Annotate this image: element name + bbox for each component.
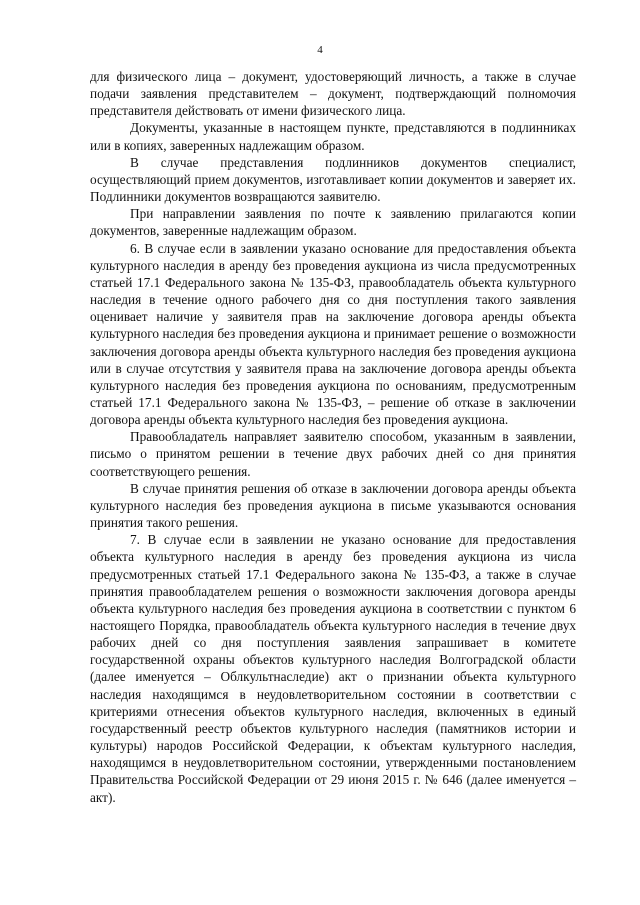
paragraph-notification: Правообладатель направляет заявителю способом, указанным в заявлении, письмо о принятом решении в течение двух рабочих дней со дня принятия соответствующего решения. [90,429,576,479]
page-number: 4 [317,44,323,56]
paragraph-refusal-grounds: В случае принятия решения об отказе в заключении договора аренды объекта культурного наследия без проведения аукциона в письме указываются основания принятия такого решения. [90,480,576,531]
paragraph-item-6: 6. В случае если в заявлении указано основание для предоставления объекта культурного наследия в аренду без проведения аукциона из числа предусмотренных статьей 17.1 Федерального закона № 135-ФЗ, правообладатель объекта культурного наследия в течение одного рабочего дня со дня поступления такого заявления оценивает наличие у заявителя прав на заключение договора аренды объекта культурного наследия без проведения аукциона и принимает решение о возможности заключения договора аренды объекта культурного наследия без проведения аукциона или в случае отсутствия у заявителя права на заключение договора аренды объекта культурного наследия без проведения аукциона по основаниям, предусмотренным статьей 17.1 Федерального закона № 135-ФЗ, – решение об отказе в заключении договора аренды объекта культурного наследия без проведения аукциона. [90,240,576,428]
paragraph-item-7: 7. В случае если в заявлении не указано основание для предоставления объекта культурного наследия в аренду без проведения аукциона из числа предусмотренных статьей 17.1 Федерального закона № 135-ФЗ, а также в случае принятия правообладателем решения о возможности заключения договора аренды объекта культурного наследия без проведения аукциона в соответствии с пунктом 6 настоящего Порядка, правообладатель объекта культурного наследия в течение двух рабочих дней со дня поступления заявления запрашивает в комитете государственной охраны объектов культурного наследия Волгоградской области (далее именуется – Облкультнаследие) акт о признании объекта культурного наследия находящимся в неудовлетворительном состоянии в соответствии с критериями отнесения объектов культурного наследия, включенных в единый государственный реестр объектов культурного наследия (памятников истории и культуры) народов Российской Федерации, к объектам культурного наследия, находящимся в неудовлетворительном состоянии, утвержденными постановлением Правительства Российской Федерации от 29 июня 2015 г. № 646 (далее именуется – акт). [90,532,576,805]
paragraph-identity-document: для физического лица – документ, удостоверяющий личность, а также в случае подачи заявления представителем – документ, подтверждающий полномочия представителя действовать от имени физического лица. [90,69,576,119]
paragraph-document-copies: Документы, указанные в настоящем пункте, представляются в подлинниках или в копиях, заверенных надлежащим образом. [90,120,576,153]
paragraph-originals: В случае представления подлинников документов специалист, осуществляющий прием документов, изготавливает копии документов и заверяет их. Подлинники документов возвращаются заявителю. [90,154,576,205]
paragraph-postal-submission: При направлении заявления по почте к заявлению прилагаются копии документов, заверенные надлежащим образом. [90,206,576,239]
document-body [90,68,576,806]
